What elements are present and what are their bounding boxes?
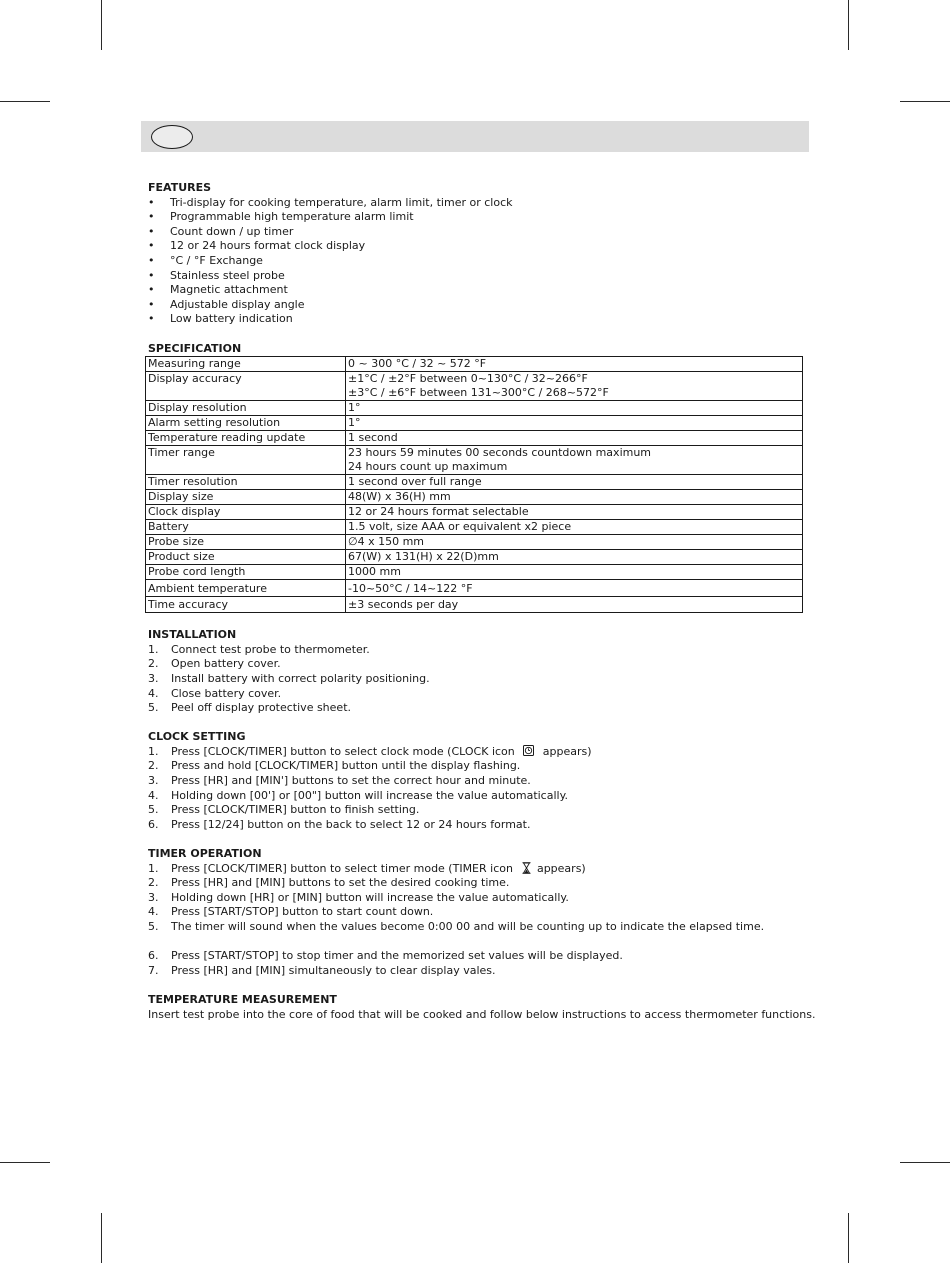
spec-label: Temperature reading update [146,431,346,446]
spec-value-line: 1° [348,416,361,430]
spec-value [346,357,803,372]
list-item: 2. Open battery cover. [148,657,281,671]
list-item: • 12 or 24 hours format clock display [148,239,366,253]
spec-value [346,372,803,401]
spec-value-line: 1 second over full range [348,475,482,489]
bullet: • [148,268,155,282]
bullet: • [148,210,155,224]
list-item: • Low battery indication [148,312,293,326]
table-row [146,431,803,446]
specification-heading: SPECIFICATION [148,341,242,355]
clock-setting-heading: CLOCK SETTING [148,730,246,744]
installation-heading: INSTALLATION [148,628,237,642]
bullet: • [148,224,155,238]
list-item: 4. Close battery cover. [148,686,282,700]
spec-value-line: 12 or 24 hours format selectable [348,505,529,519]
bullet: • [148,297,155,311]
spec-value [346,431,803,446]
spec-value-line: 1000 mm [348,565,401,579]
spec-label: Ambient temperature [146,580,346,597]
list-item: 3. Holding down [HR] or [MIN] button will increase the value automatically. [148,890,569,904]
table-row [146,357,803,372]
crop-mark-bottom-right [848,1213,849,1263]
spec-label: Display resolution [146,401,346,416]
spec-label: Alarm setting resolution [146,416,346,431]
list-item: 6. Press [12/24] button on the back to select 12 or 24 hours format. [148,817,531,831]
spec-label: Timer range [146,446,346,475]
manual-content [148,181,816,1022]
table-row [146,565,803,580]
spec-value-line: ±1°C / ±2°F between 0~130°C / 32~266°F [348,372,588,386]
timer-operation-list [148,862,808,979]
list-item: 3. Press [HR] and [MIN'] buttons to set the correct hour and minute. [148,774,531,788]
spec-value [346,565,803,580]
spec-value-line: 23 hours 59 minutes 00 seconds countdown maximum [348,446,652,460]
temperature-measurement-text: Insert test probe into the core of food that will be cooked and follow below instructions to access thermometer functions. [148,1007,816,1021]
spec-label: Time accuracy [146,597,346,613]
crop-mark-right-top [900,101,950,102]
spec-value [346,505,803,520]
spec-value [346,520,803,535]
spec-label: Battery [146,520,346,535]
list-item: • Count down / up timer [148,224,294,238]
table-row [146,490,803,505]
spec-value [346,490,803,505]
table-row [146,520,803,535]
header-band [141,121,809,152]
list-item: 4. Holding down [00'] or [00"] button will increase the value automatically. [148,788,569,802]
list-item: • °C / °F Exchange [148,253,263,267]
bullet: • [148,195,155,209]
temperature-measurement-heading: TEMPERATURE MEASUREMENT [148,992,337,1006]
table-row [146,446,803,475]
installation-list [148,643,808,716]
hourglass-icon [522,862,533,873]
crop-mark-bottom-left [101,1213,102,1263]
list-item: 5. Press [CLOCK/TIMER] button to finish setting. [148,803,420,817]
language-badge [151,125,193,149]
list-item: 2. Press and hold [CLOCK/TIMER] button until the display flashing. [148,759,521,773]
spec-value-line: 1.5 volt, size AAA or equivalent x2 piece [348,520,572,534]
list-item: 3. Install battery with correct polarity positioning. [148,671,430,685]
list-item: 5. Peel off display protective sheet. [148,701,352,715]
list-item: 5. The timer will sound when the values become 0:00 00 and will be counting up to indicate the elapsed time. [148,920,765,933]
clock-icon [523,745,534,756]
crop-mark-right-bottom [900,1162,950,1163]
spec-value [346,550,803,565]
bullet: • [148,239,155,253]
table-row [146,416,803,431]
spec-value-line: ±3°C / ±6°F between 131~300°C / 268~572°F [348,386,609,400]
spec-value-line: 1 second [348,431,398,445]
spec-value-line: ∅4 x 150 mm [348,535,425,549]
list-item: 2. Press [HR] and [MIN] buttons to set the desired cooking time. [148,876,510,890]
list-item: • Adjustable display angle [148,297,305,311]
spec-label: Timer resolution [146,475,346,490]
spec-label: Display accuracy [146,372,346,401]
list-item: • Stainless steel probe [148,268,285,282]
list-item: • Tri-display for cooking temperature, alarm limit, timer or clock [148,195,513,209]
spec-value [346,580,803,597]
table-row [146,372,803,401]
bullet: • [148,312,155,326]
spec-value [346,446,803,475]
table-row [146,550,803,565]
spec-value [346,597,803,613]
table-row [146,535,803,550]
list-item: 1. Connect test probe to thermometer. [148,642,370,656]
table-row [146,401,803,416]
spec-label: Clock display [146,505,346,520]
spec-label: Product size [146,550,346,565]
bullet: • [148,283,155,297]
spec-value [346,401,803,416]
list-item: 1. Press [CLOCK/TIMER] button to select timer mode (TIMER icon appears) [148,861,586,875]
spec-value-line: 24 hours count up maximum [348,460,508,474]
crop-mark-top-right [848,0,849,50]
features-list [148,196,808,327]
table-row [146,505,803,520]
spec-label: Display size [146,490,346,505]
spec-value-line: 1° [348,401,361,415]
clock-setting-list [148,745,808,833]
spec-value-line: 0 ~ 300 °C / 32 ~ 572 °F [348,357,487,371]
features-heading: FEATURES [148,181,212,194]
spec-label: Measuring range [146,357,346,372]
spec-value-line: 48(W) x 36(H) mm [348,490,451,504]
spec-label: Probe cord length [146,565,346,580]
list-item: 6. Press [START/STOP] to stop timer and the memorized set values will be displayed. [148,949,623,963]
list-item: 7. Press [HR] and [MIN] simultaneously to clear display vales. [148,963,496,977]
crop-mark-left-bottom [0,1162,50,1163]
list-item: • Programmable high temperature alarm limit [148,210,414,224]
timer-operation-heading: TIMER OPERATION [148,847,262,861]
table-row [146,597,803,613]
crop-mark-left-top [0,101,50,102]
spec-value-line: ±3 seconds per day [348,598,459,612]
spec-value [346,475,803,490]
table-row [146,580,803,597]
spec-value [346,416,803,431]
spec-value-line: -10~50°C / 14~122 °F [348,582,473,596]
list-item: 1. Press [CLOCK/TIMER] button to select clock mode (CLOCK icon appears) [148,744,592,758]
spec-value [346,535,803,550]
crop-mark-top-left [101,0,102,50]
spec-label: Probe size [146,535,346,550]
table-row [146,475,803,490]
specification-table [145,356,803,613]
bullet: • [148,253,155,267]
spec-value-line: 67(W) x 131(H) x 22(D)mm [348,550,499,564]
list-item: • Magnetic attachment [148,283,288,297]
list-item: 4. Press [START/STOP] button to start count down. [148,905,434,919]
